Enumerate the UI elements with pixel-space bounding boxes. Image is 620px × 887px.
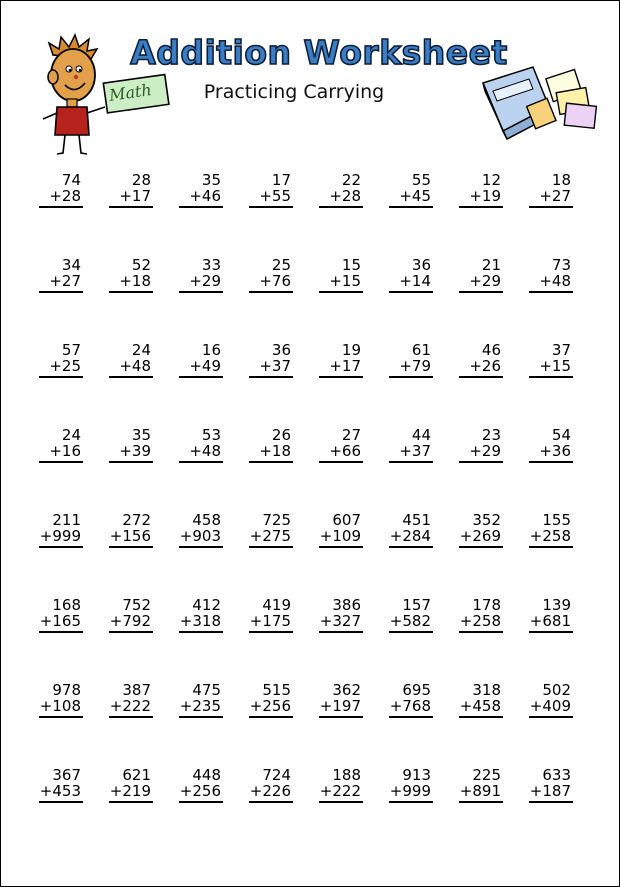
- answer-line: [529, 291, 573, 293]
- bottom-addend: +235: [179, 697, 221, 715]
- addition-problem: [517, 257, 587, 342]
- answer-line: [39, 546, 83, 548]
- bottom-addend: +903: [179, 527, 221, 545]
- answer-line: [529, 716, 573, 718]
- bottom-addend: +256: [249, 697, 291, 715]
- bottom-addend: +269: [459, 527, 501, 545]
- answer-line: [109, 801, 153, 803]
- top-addend: 19: [341, 341, 361, 359]
- top-addend: 53: [201, 426, 221, 444]
- addition-problem: [27, 172, 97, 257]
- top-addend: 52: [131, 256, 151, 274]
- addition-problem: [97, 427, 167, 512]
- bottom-addend: +15: [539, 357, 571, 375]
- math-sign-label: Math: [107, 80, 153, 105]
- addition-problem: [167, 172, 237, 257]
- answer-line: [39, 631, 83, 633]
- top-addend: 367: [52, 766, 81, 784]
- top-addend: 913: [402, 766, 431, 784]
- bottom-addend: +891: [459, 782, 501, 800]
- bottom-addend: +222: [109, 697, 151, 715]
- bottom-addend: +222: [319, 782, 361, 800]
- top-addend: 55: [411, 171, 431, 189]
- answer-line: [109, 631, 153, 633]
- top-addend: 139: [542, 596, 571, 614]
- answer-line: [459, 546, 503, 548]
- top-addend: 17: [271, 171, 291, 189]
- answer-line: [529, 206, 573, 208]
- answer-line: [179, 801, 223, 803]
- addition-problem: [237, 342, 307, 427]
- addition-problem: [517, 512, 587, 597]
- addition-problem: [517, 427, 587, 512]
- top-addend: 37: [551, 341, 571, 359]
- bottom-addend: +16: [49, 442, 81, 460]
- answer-line: [109, 546, 153, 548]
- answer-line: [179, 461, 223, 463]
- answer-line: [319, 716, 363, 718]
- answer-line: [179, 716, 223, 718]
- bottom-addend: +28: [49, 187, 81, 205]
- top-addend: 35: [201, 171, 221, 189]
- top-addend: 15: [341, 256, 361, 274]
- top-addend: 352: [472, 511, 501, 529]
- addition-problem: [237, 682, 307, 767]
- top-addend: 362: [332, 681, 361, 699]
- bottom-addend: +66: [329, 442, 361, 460]
- top-addend: 607: [332, 511, 361, 529]
- answer-line: [39, 716, 83, 718]
- addition-problem: [167, 597, 237, 682]
- addition-problem: [27, 597, 97, 682]
- answer-line: [319, 291, 363, 293]
- top-addend: 22: [341, 171, 361, 189]
- answer-line: [389, 801, 433, 803]
- top-addend: 225: [472, 766, 501, 784]
- top-addend: 57: [61, 341, 81, 359]
- bottom-addend: +219: [109, 782, 151, 800]
- top-addend: 475: [192, 681, 221, 699]
- answer-line: [179, 206, 223, 208]
- bottom-addend: +79: [399, 357, 431, 375]
- addition-problem: [97, 597, 167, 682]
- bottom-addend: +39: [119, 442, 151, 460]
- top-addend: 515: [262, 681, 291, 699]
- bottom-addend: +156: [109, 527, 151, 545]
- bottom-addend: +453: [39, 782, 81, 800]
- bottom-addend: +76: [259, 272, 291, 290]
- flash-cards-illustration: [479, 63, 603, 143]
- addition-problem: [377, 767, 447, 852]
- addition-problem: [237, 427, 307, 512]
- addition-problem: [447, 342, 517, 427]
- addition-problem: [167, 767, 237, 852]
- answer-line: [529, 461, 573, 463]
- top-addend: 155: [542, 511, 571, 529]
- addition-problem: [377, 342, 447, 427]
- bottom-addend: +999: [389, 782, 431, 800]
- top-addend: 178: [472, 596, 501, 614]
- bottom-addend: +18: [119, 272, 151, 290]
- answer-line: [529, 801, 573, 803]
- bottom-addend: +29: [189, 272, 221, 290]
- bottom-addend: +109: [319, 527, 361, 545]
- bottom-addend: +36: [539, 442, 571, 460]
- answer-line: [529, 631, 573, 633]
- answer-line: [249, 631, 293, 633]
- addition-problem: [517, 172, 587, 257]
- bottom-addend: +792: [109, 612, 151, 630]
- addition-problem: [27, 682, 97, 767]
- addition-problem: [97, 512, 167, 597]
- top-addend: 458: [192, 511, 221, 529]
- bottom-addend: +999: [39, 527, 81, 545]
- answer-line: [39, 291, 83, 293]
- addition-problem: [517, 767, 587, 852]
- answer-line: [319, 206, 363, 208]
- answer-line: [529, 376, 573, 378]
- addition-problem: [237, 767, 307, 852]
- top-addend: 419: [262, 596, 291, 614]
- bottom-addend: +327: [319, 612, 361, 630]
- addition-problem: [27, 257, 97, 342]
- top-addend: 272: [122, 511, 151, 529]
- bottom-addend: +28: [329, 187, 361, 205]
- bottom-addend: +409: [529, 697, 571, 715]
- top-addend: 725: [262, 511, 291, 529]
- addition-problem: [27, 342, 97, 427]
- addition-problem: [307, 767, 377, 852]
- addition-problem: [27, 767, 97, 852]
- top-addend: 318: [472, 681, 501, 699]
- answer-line: [319, 376, 363, 378]
- addition-problem: [517, 342, 587, 427]
- addition-problem: [377, 172, 447, 257]
- addition-problem: [237, 512, 307, 597]
- addition-problem: [307, 682, 377, 767]
- worksheet-title: Addition Worksheet: [130, 33, 508, 72]
- bottom-addend: +27: [49, 272, 81, 290]
- addition-problem: [97, 767, 167, 852]
- addition-problem: [447, 512, 517, 597]
- bottom-addend: +45: [399, 187, 431, 205]
- answer-line: [459, 801, 503, 803]
- answer-line: [249, 716, 293, 718]
- bottom-addend: +15: [329, 272, 361, 290]
- bottom-addend: +27: [539, 187, 571, 205]
- answer-line: [389, 716, 433, 718]
- bottom-addend: +258: [529, 527, 571, 545]
- problem-grid: [27, 172, 587, 852]
- answer-line: [459, 206, 503, 208]
- top-addend: 448: [192, 766, 221, 784]
- addition-problem: [97, 257, 167, 342]
- top-addend: 54: [551, 426, 571, 444]
- answer-line: [179, 291, 223, 293]
- addition-problem: [307, 172, 377, 257]
- bottom-addend: +318: [179, 612, 221, 630]
- answer-line: [109, 716, 153, 718]
- top-addend: 28: [131, 171, 151, 189]
- top-addend: 451: [402, 511, 431, 529]
- bottom-addend: +49: [189, 357, 221, 375]
- top-addend: 695: [402, 681, 431, 699]
- addition-problem: [447, 597, 517, 682]
- bottom-addend: +165: [39, 612, 81, 630]
- answer-line: [459, 716, 503, 718]
- top-addend: 27: [341, 426, 361, 444]
- answer-line: [109, 291, 153, 293]
- addition-problem: [447, 427, 517, 512]
- top-addend: 188: [332, 766, 361, 784]
- bottom-addend: +26: [469, 357, 501, 375]
- addition-problem: [237, 172, 307, 257]
- addition-problem: [307, 597, 377, 682]
- top-addend: 387: [122, 681, 151, 699]
- bottom-addend: +48: [189, 442, 221, 460]
- top-addend: 18: [551, 171, 571, 189]
- answer-line: [319, 461, 363, 463]
- addition-problem: [97, 682, 167, 767]
- addition-problem: [237, 257, 307, 342]
- top-addend: 24: [131, 341, 151, 359]
- addition-problem: [447, 682, 517, 767]
- answer-line: [39, 206, 83, 208]
- addition-problem: [447, 172, 517, 257]
- addition-problem: [167, 257, 237, 342]
- top-addend: 621: [122, 766, 151, 784]
- addition-problem: [307, 427, 377, 512]
- answer-line: [249, 206, 293, 208]
- bottom-addend: +197: [319, 697, 361, 715]
- top-addend: 211: [52, 511, 81, 529]
- top-addend: 24: [61, 426, 81, 444]
- answer-line: [529, 546, 573, 548]
- answer-line: [459, 376, 503, 378]
- top-addend: 168: [52, 596, 81, 614]
- top-addend: 724: [262, 766, 291, 784]
- addition-problem: [167, 512, 237, 597]
- addition-problem: [447, 257, 517, 342]
- bottom-addend: +46: [189, 187, 221, 205]
- top-addend: 502: [542, 681, 571, 699]
- answer-line: [179, 631, 223, 633]
- bottom-addend: +17: [329, 357, 361, 375]
- answer-line: [109, 206, 153, 208]
- answer-line: [109, 376, 153, 378]
- top-addend: 157: [402, 596, 431, 614]
- top-addend: 61: [411, 341, 431, 359]
- answer-line: [389, 546, 433, 548]
- addition-problem: [167, 682, 237, 767]
- bottom-addend: +37: [399, 442, 431, 460]
- answer-line: [179, 376, 223, 378]
- answer-line: [249, 376, 293, 378]
- bottom-addend: +582: [389, 612, 431, 630]
- answer-line: [39, 376, 83, 378]
- addition-problem: [167, 342, 237, 427]
- addition-problem: [307, 342, 377, 427]
- top-addend: 752: [122, 596, 151, 614]
- addition-problem: [377, 597, 447, 682]
- bottom-addend: +37: [259, 357, 291, 375]
- top-addend: 74: [61, 171, 81, 189]
- answer-line: [319, 631, 363, 633]
- top-addend: 33: [201, 256, 221, 274]
- answer-line: [389, 291, 433, 293]
- bottom-addend: +275: [249, 527, 291, 545]
- answer-line: [179, 546, 223, 548]
- top-addend: 25: [271, 256, 291, 274]
- bottom-addend: +48: [119, 357, 151, 375]
- addition-problem: [377, 512, 447, 597]
- answer-line: [389, 376, 433, 378]
- answer-line: [39, 461, 83, 463]
- answer-line: [459, 291, 503, 293]
- answer-line: [39, 801, 83, 803]
- answer-line: [389, 206, 433, 208]
- bottom-addend: +29: [469, 272, 501, 290]
- addition-problem: [447, 767, 517, 852]
- addition-problem: [377, 682, 447, 767]
- addition-problem: [97, 172, 167, 257]
- answer-line: [459, 461, 503, 463]
- bottom-addend: +768: [389, 697, 431, 715]
- addition-problem: [377, 427, 447, 512]
- bottom-addend: +55: [259, 187, 291, 205]
- bottom-addend: +284: [389, 527, 431, 545]
- bottom-addend: +458: [459, 697, 501, 715]
- addition-problem: [27, 512, 97, 597]
- addition-problem: [377, 257, 447, 342]
- bottom-addend: +175: [249, 612, 291, 630]
- bottom-addend: +14: [399, 272, 431, 290]
- top-addend: 34: [61, 256, 81, 274]
- addition-problem: [27, 427, 97, 512]
- answer-line: [459, 631, 503, 633]
- top-addend: 36: [271, 341, 291, 359]
- bottom-addend: +226: [249, 782, 291, 800]
- addition-problem: [237, 597, 307, 682]
- addition-problem: [167, 427, 237, 512]
- bottom-addend: +187: [529, 782, 571, 800]
- answer-line: [389, 461, 433, 463]
- bottom-addend: +258: [459, 612, 501, 630]
- answer-line: [319, 801, 363, 803]
- bottom-addend: +681: [529, 612, 571, 630]
- answer-line: [249, 291, 293, 293]
- answer-line: [249, 801, 293, 803]
- top-addend: 36: [411, 256, 431, 274]
- answer-line: [389, 631, 433, 633]
- top-addend: 16: [201, 341, 221, 359]
- addition-problem: [517, 682, 587, 767]
- top-addend: 26: [271, 426, 291, 444]
- answer-line: [109, 461, 153, 463]
- addition-problem: [307, 257, 377, 342]
- top-addend: 386: [332, 596, 361, 614]
- bottom-addend: +17: [119, 187, 151, 205]
- bottom-addend: +18: [259, 442, 291, 460]
- top-addend: 44: [411, 426, 431, 444]
- top-addend: 12: [481, 171, 501, 189]
- addition-problem: [97, 342, 167, 427]
- addition-problem: [517, 597, 587, 682]
- top-addend: 21: [481, 256, 501, 274]
- top-addend: 23: [481, 426, 501, 444]
- top-addend: 73: [551, 256, 571, 274]
- top-addend: 412: [192, 596, 221, 614]
- answer-line: [249, 461, 293, 463]
- bottom-addend: +256: [179, 782, 221, 800]
- answer-line: [319, 546, 363, 548]
- top-addend: 633: [542, 766, 571, 784]
- top-addend: 46: [481, 341, 501, 359]
- bottom-addend: +48: [539, 272, 571, 290]
- bottom-addend: +29: [469, 442, 501, 460]
- bottom-addend: +25: [49, 357, 81, 375]
- worksheet-subtitle: Practicing Carrying: [203, 81, 385, 103]
- addition-problem: [307, 512, 377, 597]
- top-addend: 978: [52, 681, 81, 699]
- bottom-addend: +19: [469, 187, 501, 205]
- bottom-addend: +108: [39, 697, 81, 715]
- top-addend: 35: [131, 426, 151, 444]
- answer-line: [249, 546, 293, 548]
